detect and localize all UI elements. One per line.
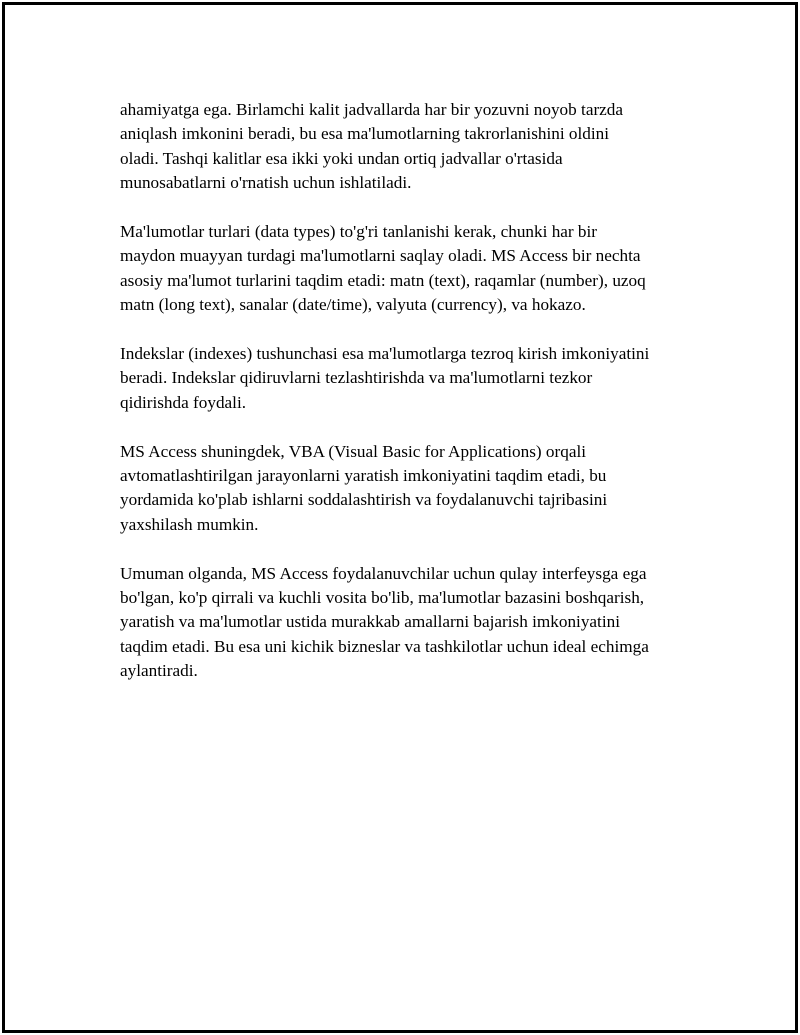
- text-line: qidirishda foydali.: [120, 392, 247, 412]
- text-line: Umuman olganda, MS Access foydalanuvchilar uchun qulay interfeysga ega: [120, 563, 647, 583]
- paragraph-data-types: [120, 220, 695, 318]
- paragraph-indexes: [120, 342, 695, 415]
- text-line: avtomatlashtirilgan jarayonlarni yaratish imkoniyatini taqdim etadi, bu: [120, 466, 607, 486]
- text-line: Indekslar (indexes) tushunchasi esa ma'lumotlarga tezroq kirish imkoniyatini: [120, 344, 650, 364]
- text-line: munosabatlarni o'rnatish uchun ishlatiladi.: [120, 173, 412, 193]
- paragraph-conclusion: [120, 562, 695, 684]
- text-line: oladi. Tashqi kalitlar esa ikki yoki undan ortiq jadvallar o'rtasida: [120, 148, 563, 168]
- text-line: taqdim etadi. Bu esa uni kichik bizneslar va tashkilotlar uchun ideal echimga: [120, 636, 649, 656]
- text-line: yordamida ko'plab ishlarni soddalashtirish va foydalanuvchi tajribasini: [120, 490, 608, 510]
- text-line: aylantiradi.: [120, 661, 198, 681]
- text-line: matn (long text), sanalar (date/time), valyuta (currency), va hokazo.: [120, 295, 586, 315]
- text-line: yaratish va ma'lumotlar ustida murakkab amallarni bajarish imkoniyatini: [120, 612, 620, 632]
- text-line: bo'lgan, ko'p qirrali va kuchli vosita bo'lib, ma'lumotlar bazasini boshqarish,: [120, 588, 645, 608]
- text-line: beradi. Indekslar qidiruvlarni tezlashtirishda va ma'lumotlarni tezkor: [120, 368, 593, 388]
- text-line: asosiy ma'lumot turlarini taqdim etadi: matn (text), raqamlar (number), uzoq: [120, 270, 646, 290]
- text-line: MS Access shuningdek, VBA (Visual Basic for Applications) orqali: [120, 441, 587, 461]
- text-line: yaxshilash mumkin.: [120, 514, 259, 534]
- text-line: aniqlash imkonini beradi, bu esa ma'lumotlarning takrorlanishini oldini: [120, 124, 610, 144]
- page-frame: [2, 2, 798, 1033]
- paragraph-vba: [120, 440, 695, 538]
- document-body: [120, 98, 695, 708]
- text-line: maydon muayyan turdagi ma'lumotlarni saqlay oladi. MS Access bir nechta: [120, 246, 641, 266]
- text-line: Ma'lumotlar turlari (data types) to'g'ri tanlanishi kerak, chunki har bir: [120, 222, 598, 242]
- paragraph-primary-foreign-keys: [120, 98, 695, 196]
- text-line: ahamiyatga ega. Birlamchi kalit jadvallarda har bir yozuvni noyob tarzda: [120, 100, 624, 119]
